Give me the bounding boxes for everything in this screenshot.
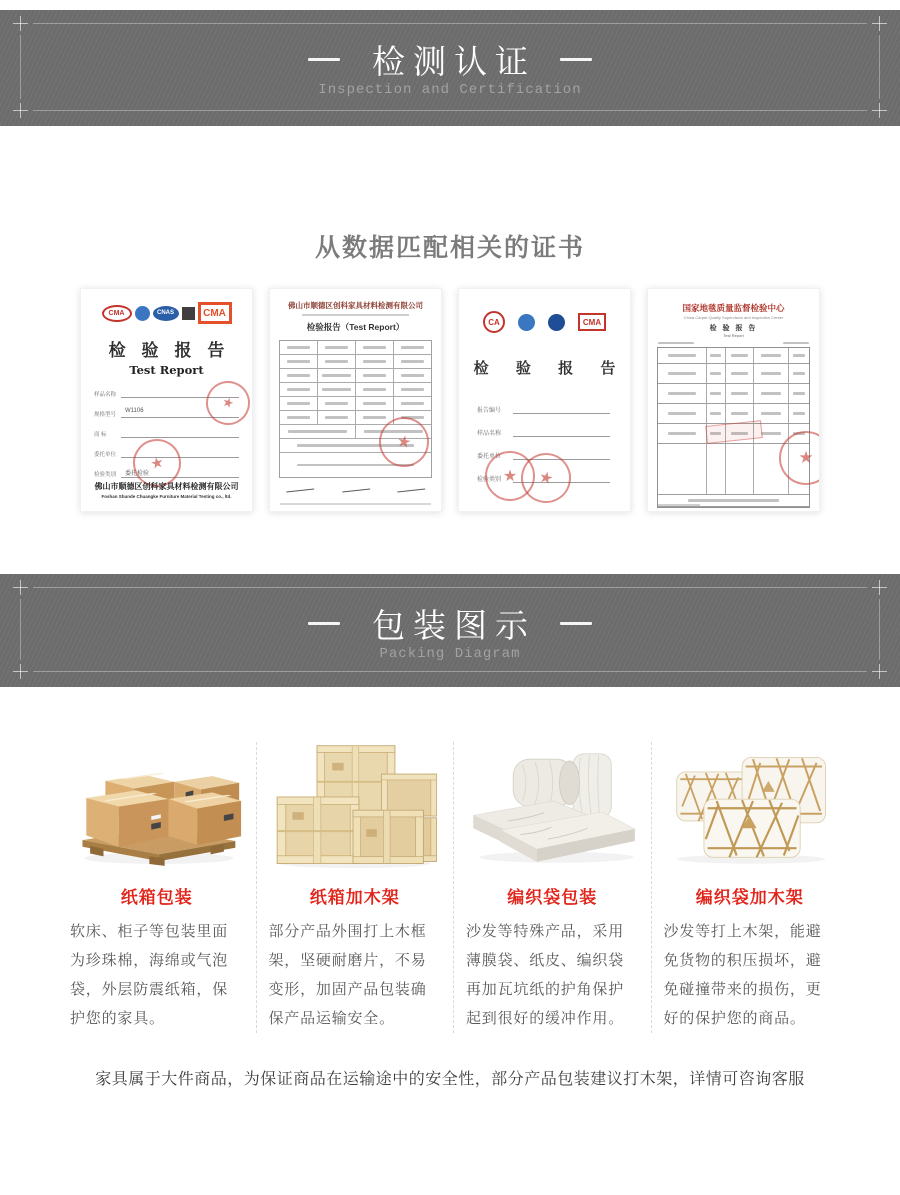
blue-seal-icon — [518, 314, 535, 331]
title-dash — [560, 58, 592, 61]
certificate-test-report-1 — [80, 288, 253, 512]
blue-seal-icon — [135, 306, 150, 321]
field-label: 委托单位 — [477, 454, 502, 460]
certification-section-header — [0, 10, 900, 126]
certificate-test-report-3 — [458, 288, 631, 512]
report-title: 检 验 报 告 — [473, 359, 627, 377]
packing-section-header — [0, 574, 900, 687]
packing-item-title: 纸箱包装 — [120, 888, 193, 907]
packing-item-title: 纸箱加木架 — [309, 888, 400, 907]
footer-line — [658, 504, 700, 506]
field-label: 报告编号 — [477, 408, 502, 414]
cma-box-logo-icon: CMA — [198, 302, 232, 324]
cal-logo-icon: CA — [483, 311, 505, 333]
cma-box-logo-icon: CMA — [578, 313, 606, 331]
report-title: 检 验 报 告 — [108, 341, 230, 361]
company-name: 国家地毯质量监督检验中心 — [682, 303, 785, 313]
title-dash — [560, 622, 592, 625]
field-value: W1106 — [121, 408, 239, 418]
corner-cross-icon — [872, 103, 887, 118]
field-label: 商 标 — [94, 432, 107, 438]
field-label: 委托单位 — [94, 452, 117, 458]
packing-item-woven-bag — [453, 742, 651, 1033]
testing-company — [81, 481, 252, 499]
field-value — [513, 404, 610, 414]
packing-band-subtitle: Packing Diagram — [379, 646, 521, 662]
packing-item-title: 编织袋包装 — [507, 888, 598, 907]
report-number-row — [658, 342, 809, 344]
black-mark-icon — [182, 307, 195, 320]
report-table — [657, 347, 810, 508]
field-label: 规格型号 — [94, 412, 117, 418]
packing-row — [58, 742, 848, 1033]
blue-seal-icon — [548, 314, 565, 331]
field-label: 样品名称 — [477, 431, 502, 437]
company-name: 佛山市顺德区创科家具材料检测有限公司 — [94, 482, 239, 491]
certificate-test-report-4 — [647, 288, 820, 512]
packing-item-desc: 软床、柜子等包装里面为珍珠棉，海绵或气泡袋，外层防震纸箱，保护您的家具。 — [70, 923, 229, 1027]
woven-bag-packages-illustration — [466, 742, 639, 870]
corner-cross-icon — [13, 580, 28, 595]
packing-band-title: 包装图示 — [372, 606, 536, 645]
certification-band-title: 检测认证 — [372, 42, 536, 81]
signature-row — [286, 485, 425, 491]
report-title: 检验报告（Test Report） — [306, 322, 405, 332]
report-subtitle: Test Report — [129, 363, 204, 377]
packing-item-carton — [58, 742, 256, 1033]
frame-line — [33, 671, 867, 672]
carton-with-wood-frame-illustration — [269, 742, 442, 870]
field-value — [513, 427, 610, 437]
company-name: 佛山市顺德区创科家具材料检测有限公司 — [288, 301, 423, 310]
title-dash — [308, 58, 340, 61]
packing-item-title: 编织袋加木架 — [695, 888, 804, 907]
footer-line — [280, 503, 431, 505]
packing-item-desc: 沙发等打上木架，能避免货物的积压损坏，避免碰撞带来的损伤，更好的保护您的商品。 — [663, 923, 822, 1027]
packing-item-woven-bag-wood-frame — [651, 742, 849, 1033]
packing-item-desc: 部分产品外围打上木框架，坚硬耐磨片，不易变形，加固产品包装确保产品运输安全。 — [268, 923, 427, 1027]
corner-cross-icon — [13, 16, 28, 31]
packing-note: 家具属于大件商品，为保证商品在运输途中的安全性，部分产品包装建议打木架，详情可咨询客服 — [95, 1071, 805, 1088]
field-value — [121, 428, 239, 438]
corner-cross-icon — [872, 580, 887, 595]
frame-line — [33, 587, 867, 588]
field-label: 样品名称 — [94, 392, 117, 398]
woven-bag-with-wood-frame-illustration — [664, 742, 837, 870]
corner-cross-icon — [13, 103, 28, 118]
certificate-test-report-2 — [269, 288, 442, 512]
field-value: 委托检验 — [121, 468, 239, 478]
field-label: 检验类别 — [477, 477, 502, 483]
report-title: 检 验 报 告 — [709, 325, 758, 332]
signature — [341, 484, 369, 493]
signature — [286, 484, 314, 493]
certificates-heading: 从数据匹配相关的证书 — [314, 234, 585, 262]
frame-line — [33, 110, 867, 111]
certification-band-subtitle: Inspection and Certification — [318, 82, 582, 98]
cma-oval-logo-icon: CMA — [102, 305, 132, 322]
certificate-logos — [459, 289, 630, 333]
report-subtitle: Test Report — [723, 333, 744, 338]
packing-item-desc: 沙发等特殊产品，采用薄膜袋、纸皮、编织袋再加瓦坑纸的护角保护起到很好的缓冲作用。 — [466, 923, 625, 1027]
corner-cross-icon — [872, 16, 887, 31]
corner-cross-icon — [13, 664, 28, 679]
signature — [397, 484, 425, 493]
corner-cross-icon — [872, 664, 887, 679]
certificate-logos — [81, 289, 252, 324]
packing-item-carton-wood-frame — [256, 742, 454, 1033]
company-name-en: China Carpet Quality Supervision and Inspection Center — [683, 315, 784, 320]
company-name-en: Foshan Shunde Chuangke Furniture Material Testing co., ltd. — [101, 494, 232, 499]
field-label: 检验类别 — [94, 472, 117, 478]
certificates-row — [80, 288, 820, 512]
carton-boxes-on-pallet-illustration — [70, 742, 244, 870]
cnas-logo-icon: CNAS — [153, 306, 179, 321]
title-dash — [308, 622, 340, 625]
divider — [302, 314, 408, 316]
frame-line — [33, 23, 867, 24]
